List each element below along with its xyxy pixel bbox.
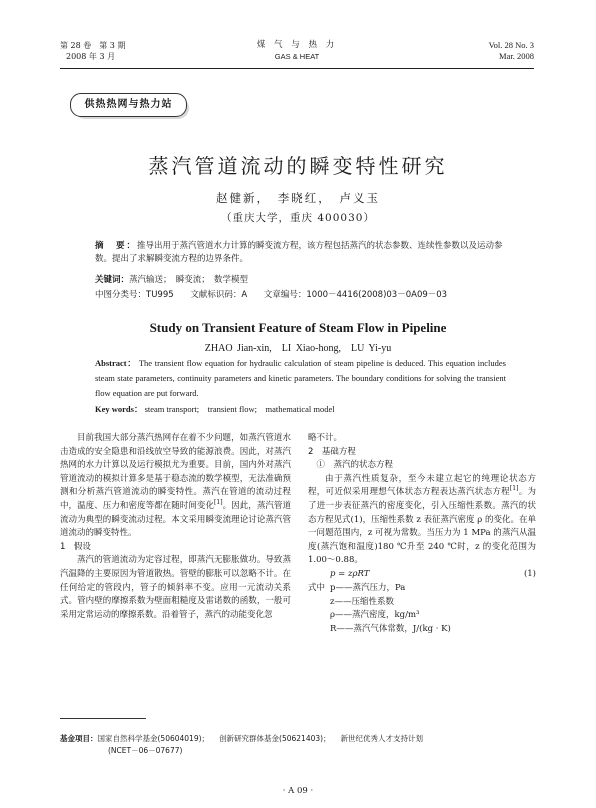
keywords-zh	[95, 274, 506, 286]
symbol-def-p: p——蒸汽压力，Pa	[330, 582, 406, 593]
funding-item-4: (NCET－06－07677)	[108, 746, 183, 755]
abstract-en-text: The transient flow equation for hydraulic calculation of steam pipeline is deduced. This equation includes steam state parameters, continuity parameters and kinetic parameters. The boundary conditions for solving the transient flow equation are put forward.	[95, 358, 506, 398]
running-header	[60, 40, 534, 68]
keywords-zh-label: 关键词：	[95, 275, 130, 285]
intro-text: 目前我国大部分蒸汽热网存在着不少问题，如蒸汽管道水击造成的安全隐患和沿线放空导致的能源浪费。因此，对蒸汽热网的水力计算以及运行模拟尤为重要。目前，国内外对蒸汽管道流动的模拟计算多是基于稳态流的数学模型，无法准确预测和分析蒸汽管道流动的瞬变特性。蒸汽在管道的流动过程中，温度、压力和密度等都在随时间变化	[60, 433, 291, 511]
paper-title-en: Study on Transient Feature of Steam Flow in Pipeline	[149, 320, 447, 335]
equation-1-number: (1)	[523, 568, 536, 579]
header-center	[60, 40, 534, 62]
header-volume-zh: 第 28 卷 第 3 期	[60, 41, 126, 50]
column-badge: 供热热网与热力站	[70, 93, 187, 117]
body-column-right	[308, 432, 536, 636]
state-equation-text-end: 。为了进一步表征蒸汽的密度变化，引入压缩性系数。蒸汽的状态方程见式(1)，压缩性系数 z 表征蒸汽密度 ρ 的变化。在单一问题范围内，z 可视为常数。当压力为 1 MPa 的蒸汽从温度(蒸汽饱和温度)180 ℃升至 240 ℃时，z 的变化范围为 1.00～0.88。	[308, 487, 536, 566]
header-journal-zh: 煤 气 与 热 力	[256, 40, 338, 50]
abstract-zh-label: 摘 要：	[95, 241, 138, 251]
keywords-en-text: steam transport; transient flow; mathematical model	[144, 404, 335, 414]
symbol-def-rho: ρ——蒸汽密度，kg/m³	[330, 610, 420, 621]
document-code: 文献标识码：A	[190, 290, 248, 300]
header-date-zh: 2008 年 3 月	[66, 52, 116, 61]
subsection-heading-state-equation: ① 蒸汽的状态方程	[316, 460, 394, 471]
continuation-text: 略不计。	[308, 433, 343, 443]
section-heading-equations: 2 基础方程	[308, 446, 356, 457]
header-date-en: Mar. 2008	[499, 51, 534, 61]
clc-number: 中图分类号：TU995	[95, 290, 174, 300]
citation-ref: [1]	[214, 499, 223, 507]
authors-zh: 赵健新， 李晓红， 卢义玉	[216, 191, 380, 205]
classification-line	[95, 289, 526, 301]
header-right	[489, 40, 534, 62]
symbol-row-p	[308, 582, 536, 596]
header-volume-en: Vol. 28 No. 3	[488, 40, 534, 50]
keywords-zh-text: 蒸汽输送； 瞬变流； 数学模型	[129, 275, 249, 285]
intro-text-end: 。因此，蒸汽管道流动为典型的瞬变流动过程。本文采用瞬变流理论讨论蒸汽管道流动的瞬变特性。	[60, 500, 291, 539]
keywords-en	[95, 403, 506, 415]
funding-item-3: 新世纪优秀人才支持计划	[340, 734, 424, 743]
symbol-def-z: z——压缩性系数	[330, 596, 394, 607]
body-column-left	[60, 432, 291, 622]
affiliation-zh: （重庆大学，重庆 400030）	[221, 212, 375, 224]
section-heading-assumptions: 1 假设	[60, 541, 91, 552]
funding-item-2: 创新研究群体基金(50621403)；	[219, 734, 331, 743]
citation-ref: [1]	[509, 485, 519, 493]
state-equation-paragraph	[308, 473, 536, 568]
equation-1-body: p = zρRT	[330, 568, 370, 579]
intro-paragraph	[60, 432, 291, 541]
page-number: · A 09 ·	[282, 786, 314, 796]
funding-item-1: 国家自然科学基金(50604019)；	[97, 734, 210, 743]
paper-title-zh: 蒸汽管道流动的瞬变特性研究	[148, 154, 448, 178]
header-rule	[60, 68, 534, 69]
abstract-en	[95, 356, 506, 401]
header-journal-en: GAS & HEAT	[274, 52, 320, 61]
equation-1	[308, 568, 536, 582]
state-equation-text: 由于蒸汽性质复杂，至今未建立起它的纯理论状态方程，可近似采用理想气体状态方程表达蒸汽状态方程	[308, 473, 536, 498]
abstract-en-label: Abstract：	[95, 358, 137, 368]
footnote-rule	[60, 718, 146, 719]
keywords-en-label: Key words：	[95, 404, 143, 414]
funding-footnote	[60, 733, 536, 757]
abstract-zh	[95, 240, 506, 266]
symbol-def-R: R——蒸汽气体常数，J/(kg · K)	[330, 623, 451, 634]
article-number: 文章编号：1000－4416(2008)03－0A09－03	[263, 290, 448, 300]
funding-label: 基金项目：	[60, 734, 98, 743]
abstract-zh-text: 推导出用于蒸汽管道水力计算的瞬变流方程，该方程包括蒸汽的状态参数、连续性参数以及运动参数。提出了求解瞬变流方程的边界条件。	[95, 241, 503, 264]
symbol-row-z	[308, 596, 536, 610]
symbol-row-rho	[308, 609, 536, 623]
assumptions-paragraph: 蒸汽的管道流动为定容过程，即蒸汽无膨胀做功。导致蒸汽温降的主要原因为管道散热。管壁的膨胀可以忽略不计。在任何给定的管段内，管子的倾斜率不变。应用一元流动关系式。管内壁的摩擦系数为壁面粗糙度及雷诺数的函数，一般可采用定常运动的摩擦系数。沿着管子，蒸汽的动能变化忽	[60, 555, 291, 620]
symbol-row-R	[308, 623, 536, 637]
where-label: 式中	[308, 582, 326, 593]
authors-en: ZHAO Jian-xin, LI Xiao-hong, LU Yi-yu	[204, 343, 392, 354]
